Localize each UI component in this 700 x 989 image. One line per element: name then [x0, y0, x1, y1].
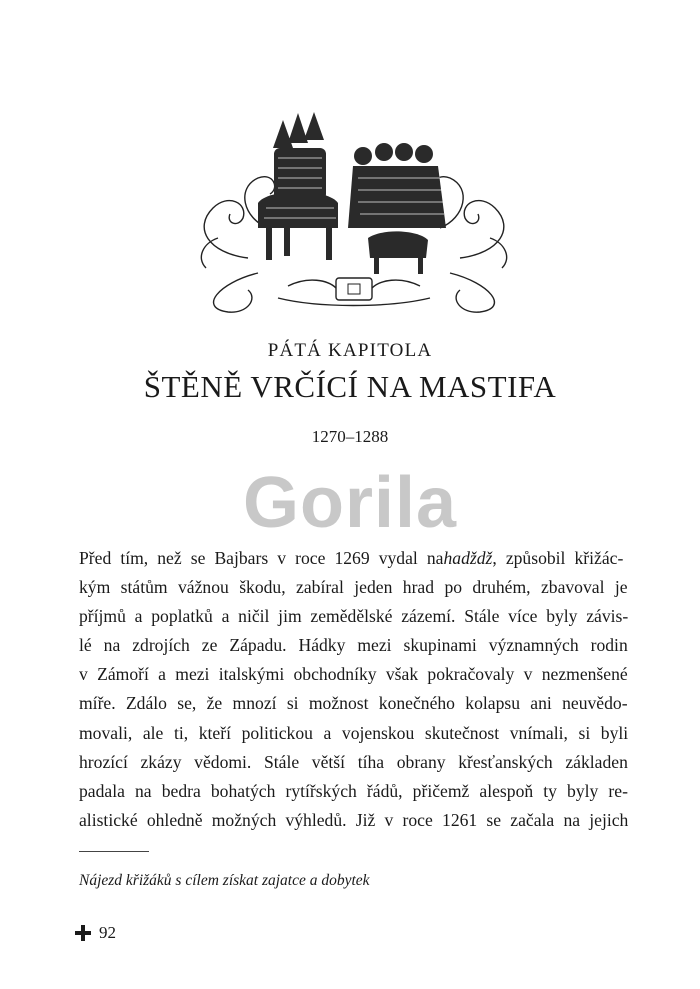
body-line: [79, 660, 628, 689]
body-line-text: alistické ohledně možných výhledů. Již v roce 1261 se začala na jejich: [79, 809, 629, 830]
body-line: [79, 719, 628, 748]
body-line-text: kým státům vážnou škodu, zabíral jeden hrad po druhém, zbavoval je: [79, 577, 628, 598]
chapter-label: PÁTÁ KAPITOLA: [267, 340, 433, 361]
chapter-illustration: [188, 108, 520, 314]
body-line-text: míře. Zdálo se, že mnozí si možnost konečného kolapsu ani neuvědo-: [79, 693, 628, 714]
cross-icon: [75, 925, 91, 941]
footnote-rule: [79, 851, 149, 852]
chapter-years: 1270–1288: [311, 427, 389, 446]
body-line-text: padala na bedra bohatých rytířských řádů, přičemž alespoň ty byly re-: [79, 780, 628, 801]
body-line-text: Před tím, než se Bajbars v roce 1269 vydal nahadždž, způsobil křižác-: [79, 548, 624, 568]
body-line: [79, 573, 628, 602]
body-line: [79, 544, 628, 573]
body-line: [79, 777, 628, 806]
body-line-text: hrozící zkázy vědomi. Stále větší tíha obrany křesťanských základen: [79, 751, 628, 772]
body-line: [79, 631, 628, 660]
body-line-text: movali, ale ti, kteří politickou a vojenskou skutečnost vnímali, si byli: [79, 722, 629, 743]
publisher-watermark: Gorila: [242, 463, 458, 543]
body-line-text: v Zámoří a mezi italskými obchodníky však pokračovaly v nezmenšené: [79, 664, 628, 685]
chapter-title: ŠTĚNĚ VRČÍCÍ NA MASTIFA: [143, 369, 557, 404]
page-folio: [75, 923, 116, 943]
body-line: [79, 689, 628, 718]
illustration-caption: Nájezd křižáků s cílem získat zajatce a dobytek: [79, 872, 370, 889]
body-line-text: příjmů a poplatků a ničil jim zemědělské zázemí. Stále více byly závis-: [79, 606, 629, 627]
body-line: [79, 748, 628, 777]
body-line-text: lé na zdrojích ze Západu. Hádky mezi skupinami významných rodin: [79, 635, 628, 656]
page-number: 92: [99, 923, 116, 942]
body-text: [79, 544, 628, 835]
body-line: [79, 602, 628, 631]
body-line: [79, 806, 628, 835]
